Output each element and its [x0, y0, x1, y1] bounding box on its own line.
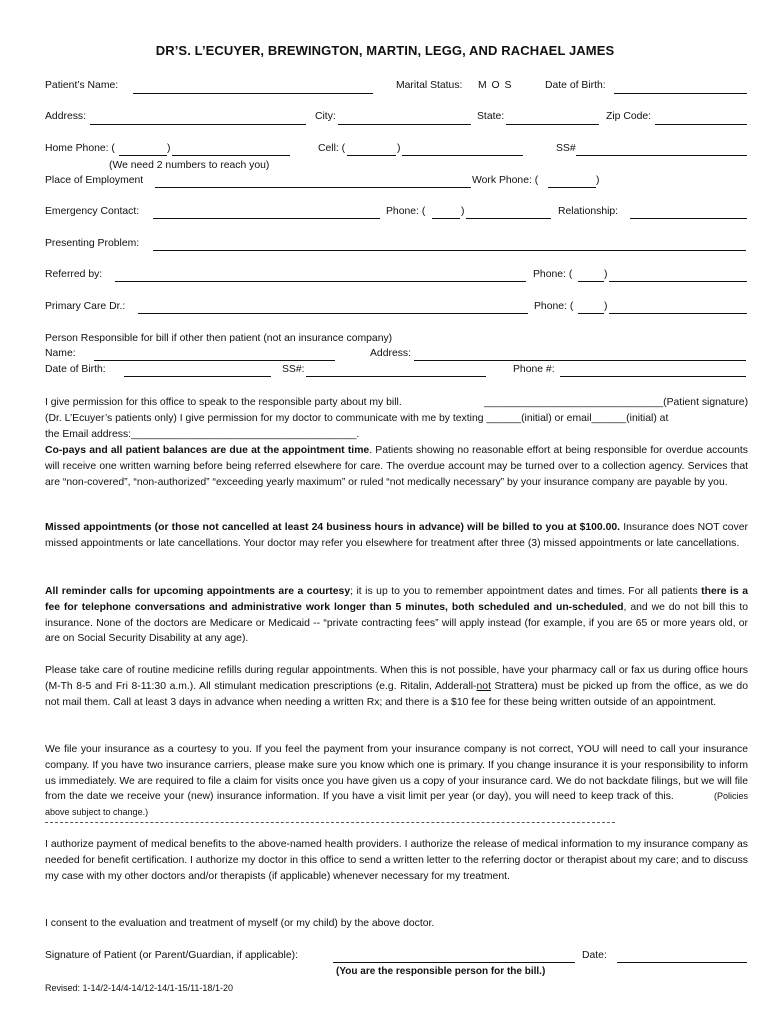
permission-text: I give permission for this office to speak to the responsible party about my bill. [45, 397, 402, 408]
refills-text-1: Please take care of routine medicine refills during regular appointments. When this is not possible, have your pharmacy call or fax us during office hours (M-Th 8-5 and Fri 8-11:30 a.m.). All stimulant medication prescriptions (e.g. Ritalin, Adderall- [45, 665, 748, 692]
state-label: State: [477, 111, 505, 122]
ss-label: SS# [556, 143, 576, 154]
authorization-text: I authorize payment of medical benefits to the above-named health providers. I authorize the release of medical information to my insurance company as needed for benefit certification. I authorize my doctor in this office to send a written letter to the referring doctor or therapist about my care; and to discuss my case with my other doctors and/or therapists (if applicable) whenever necessary for my treatment. [45, 839, 748, 882]
policies-note: (Policies above subject to change.) [45, 791, 748, 818]
primary-phone-label: Phone: ( [534, 301, 574, 312]
emergency-phone-paren: ) [461, 206, 465, 217]
copays-text: . Patients showing no reasonable effort at being responsible for overdue accounts will receive one written warning before being referred elsewhere for care. The overdue account may be turned over to a collection agency. Services that are “non-covered”, “non-authorized” “exceeding yearly maximum” or ruled “not medically necessary” by your insurance company are payable by you. [45, 445, 748, 488]
work-phone-label: Work Phone: ( [472, 175, 539, 186]
work-phone-paren: ) [596, 175, 600, 186]
dob-label: Date of Birth: [545, 80, 606, 91]
revision-dates: Revised: 1-14/2-14/4-14/12-14/1-15/11-18/1-20 [45, 983, 233, 993]
address-label: Address: [45, 111, 87, 122]
home-phone-area-field[interactable] [119, 155, 167, 156]
cell-phone-paren: ) [397, 143, 401, 154]
resp-phone-field[interactable] [560, 376, 746, 377]
city-label: City: [315, 111, 336, 122]
refills-not: not [476, 680, 491, 692]
resp-name-field[interactable] [94, 360, 335, 361]
reminder-paragraph [45, 584, 748, 647]
referred-by-label: Referred by: [45, 269, 103, 280]
email-address-field[interactable]: the Email address:_______________________________________. [45, 429, 360, 440]
missed-bold: Missed appointments (or those not cancelled at least 24 business hours in advance) will be billed to you at $100.00. [45, 522, 621, 533]
texting-permission-text: (Dr. L’Ecuyer’s patients only) I give permission for my doctor to communicate with me by texting ______(initial) or email______(initial) at [45, 413, 669, 424]
copays-bold: Co-pays and all patient balances are due at the appointment time [45, 445, 370, 456]
referred-phone-field[interactable] [609, 281, 747, 282]
work-phone-area-field[interactable] [548, 187, 596, 188]
referred-phone-area-field[interactable] [578, 281, 604, 282]
state-field[interactable] [506, 124, 599, 125]
primary-phone-field[interactable] [609, 313, 747, 314]
practice-title: DR’S. L’ECUYER, BREWINGTON, MARTIN, LEGG, AND RACHAEL JAMES [155, 43, 615, 58]
resp-dob-field[interactable] [124, 376, 271, 377]
marital-status-label: Marital Status: [396, 80, 463, 91]
emergency-phone-area-field[interactable] [432, 218, 460, 219]
dob-field[interactable] [614, 93, 747, 94]
presenting-problem-label: Presenting Problem: [45, 238, 140, 249]
employment-label: Place of Employment [45, 175, 144, 186]
responsible-party-heading: Person Responsible for bill if other then patient (not an insurance company) [45, 333, 393, 344]
resp-phone-label: Phone #: [513, 364, 555, 375]
patient-signature-field[interactable]: _______________________________(Patient signature) [484, 397, 749, 408]
reminder-bold-2: there is a fee for telephone conversations and administrative work longer than 5 minutes, both scheduled and un-scheduled [45, 586, 748, 613]
emergency-contact-field[interactable] [153, 218, 380, 219]
relationship-label: Relationship: [558, 206, 619, 217]
emergency-phone-label: Phone: ( [386, 206, 426, 217]
insurance-paragraph [45, 742, 748, 821]
emergency-phone-field[interactable] [466, 218, 551, 219]
resp-ss-label: SS#: [282, 364, 305, 375]
employment-field[interactable] [155, 187, 471, 188]
zip-label: Zip Code: [606, 111, 652, 122]
copays-paragraph [45, 443, 748, 490]
signature-field[interactable] [333, 962, 575, 963]
responsible-person-note: (You are the responsible person for the bill.) [336, 966, 546, 977]
referred-by-field[interactable] [115, 281, 526, 282]
home-phone-field[interactable] [172, 155, 290, 156]
signature-date-label: Date: [582, 950, 607, 961]
primary-care-label: Primary Care Dr.: [45, 301, 126, 312]
resp-name-label: Name: [45, 348, 76, 359]
cell-phone-field[interactable] [402, 155, 523, 156]
resp-address-field[interactable] [414, 360, 746, 361]
reminder-text-1: ; it is up to you to remember appointment dates and times. For all patients [350, 586, 702, 597]
reminder-bold-1: All reminder calls for upcoming appointments are a courtesy [45, 586, 351, 597]
city-field[interactable] [338, 124, 471, 125]
primary-phone-paren: ) [604, 301, 608, 312]
consent-text: I consent to the evaluation and treatment of myself (or my child) by the above doctor. [45, 918, 435, 929]
primary-care-field[interactable] [138, 313, 528, 314]
two-numbers-note: (We need 2 numbers to reach you) [109, 160, 270, 171]
presenting-problem-field[interactable] [153, 250, 746, 251]
home-phone-label: Home Phone: ( [45, 143, 115, 154]
resp-ss-field[interactable] [306, 376, 486, 377]
resp-address-label: Address: [370, 348, 412, 359]
referred-phone-paren: ) [604, 269, 608, 280]
cell-phone-label: Cell: ( [318, 143, 346, 154]
reminder-text-2: , and we do not bill this to insurance. None of the doctors are Medicare or Medicaid -- “private contracting fees” will apply instead (for example, if you are 65 or more years old, or are on Social Security Disability at any age). [45, 601, 748, 645]
emergency-contact-label: Emergency Contact: [45, 206, 140, 217]
refills-text-2: Strattera) must be picked up from the office, as we do not mail them. Call at least 3 days in advance when needing a written Rx; and there is a $10 fee for these being written outside of an appointment. [45, 680, 748, 708]
signature-date-field[interactable] [617, 962, 747, 963]
marital-status-options[interactable]: M O S [478, 80, 513, 91]
ss-field[interactable] [576, 155, 747, 156]
cell-phone-area-field[interactable] [347, 155, 396, 156]
section-divider [45, 822, 615, 823]
home-phone-paren: ) [167, 143, 171, 154]
authorization-paragraph [45, 837, 748, 884]
signature-label: Signature of Patient (or Parent/Guardian, if applicable): [45, 950, 298, 961]
resp-dob-label: Date of Birth: [45, 364, 106, 375]
address-field[interactable] [90, 124, 306, 125]
patient-name-field[interactable] [133, 93, 373, 94]
missed-text: Insurance does NOT cover missed appointments or late cancellations. Your doctor may refer you elsewhere for treatment after three (3) missed appointments or late cancellations. [45, 522, 748, 549]
referred-phone-label: Phone: ( [533, 269, 573, 280]
refills-paragraph [45, 663, 748, 710]
patient-name-label: Patient’s Name: [45, 80, 119, 91]
zip-field[interactable] [655, 124, 747, 125]
missed-appointments-paragraph [45, 520, 748, 552]
insurance-text: We file your insurance as a courtesy to you. If you feel the payment from your insurance company is not correct, YOU will need to call your insurance company. If you have two insurance carriers, please make sure you know which one is primary. If you change insurance it is your responsibility to inform us immediately. We are required to file a claim for visits once you have given us a copy of your insurance card. We do not backdate filings, but we will file from the date we receive your (new) insurance information. If you have a visit limit per year (or day), you will need to keep track of this. [45, 744, 748, 803]
relationship-field[interactable] [630, 218, 747, 219]
primary-phone-area-field[interactable] [578, 313, 604, 314]
